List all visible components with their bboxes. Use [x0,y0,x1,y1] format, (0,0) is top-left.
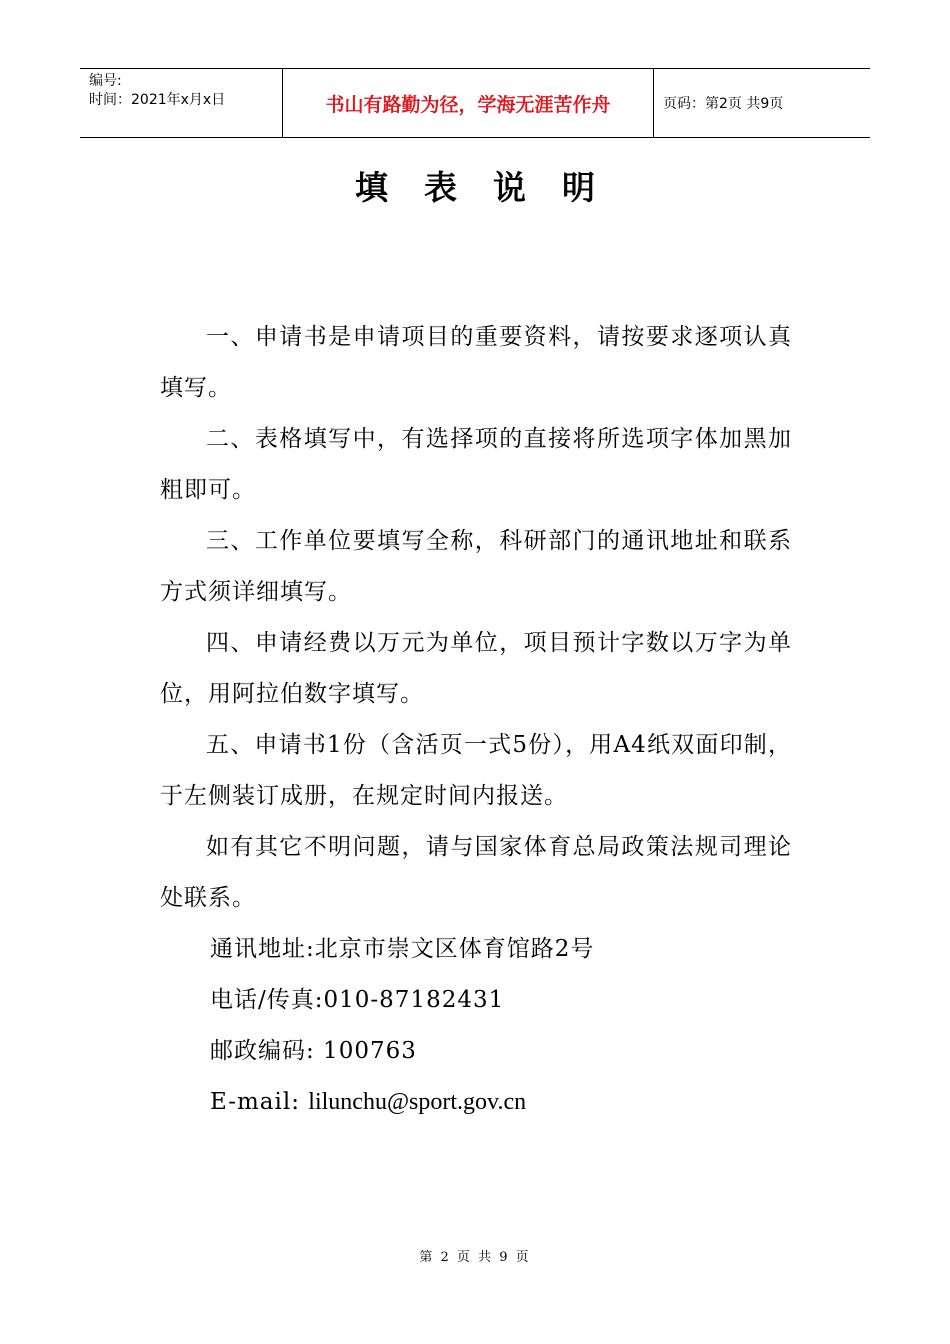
header-page-info: 页码：第2页 共9页 [663,96,784,112]
page-title: 填表说明 [355,168,631,207]
instructions-body [160,312,792,1128]
header-meta [80,69,282,137]
contact-note: 如有其它不明问题，请与国家体育总局政策法规司理论处联系。 [160,834,792,911]
instruction-paragraph-1: 一、申请书是申请项目的重要资料，请按要求逐项认真填写。 [160,324,792,401]
email-label: E-mail: [210,1089,309,1115]
instruction-paragraph-2: 二、表格填写中，有选择项的直接将所选项字体加黑加粗即可。 [160,426,792,503]
number-label: 编号: [89,73,122,89]
contact-address: 通讯地址:北京市崇文区体育馆路2号 [210,936,595,962]
contact-postcode: 邮政编码: 100763 [210,1038,417,1064]
contact-phone-fax: 电话/传真:010-87182431 [210,987,505,1013]
page-header [80,68,870,138]
instruction-paragraph-4: 四、申请经费以万元为单位，项目预计字数以万字为单位，用阿拉伯数字填写。 [160,630,792,707]
time-label: 时间：2021年x月x日 [89,92,226,108]
page-footer: 第 2 页 共 9 页 [419,1250,531,1265]
email-address: lilunchu@sport.gov.cn [308,1089,527,1115]
contact-email-line [160,1077,792,1128]
instruction-paragraph-3: 三、工作单位要填写全称，科研部门的通讯地址和联系方式须详细填写。 [160,528,792,605]
instruction-paragraph-5: 五、申请书1份（含活页一式5份），用A4纸双面印制，于左侧装订成册，在规定时间内报送。 [160,732,792,809]
header-motto: 书山有路勤为径，学海无涯苦作舟 [282,69,654,137]
